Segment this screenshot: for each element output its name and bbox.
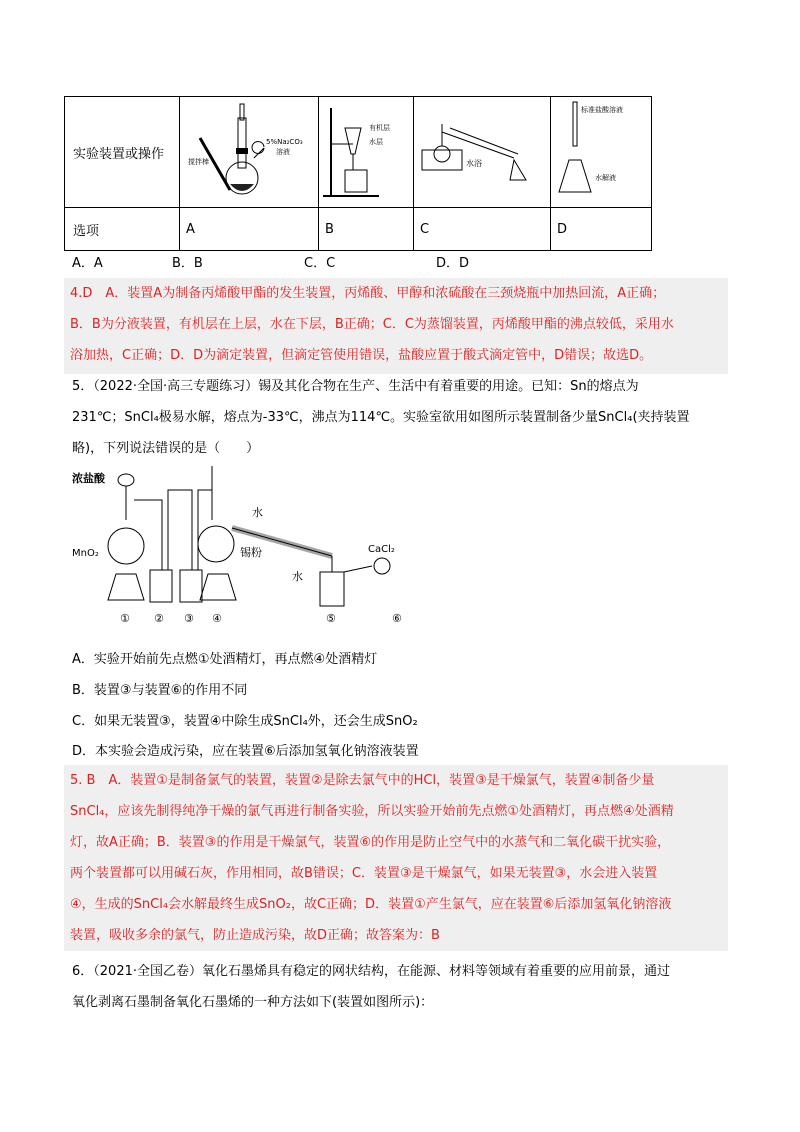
q5-choice-c: C．如果无装置③，装置④中除生成SnCl₄外，还会生成SnO₂ [72,714,418,729]
q5-choice-d: D．本实验会造成污染，应在装置⑥后添加氢氧化钠溶液装置 [72,744,419,759]
fig-d-titrant-label: 标准盐酸溶液 [581,106,623,114]
separatory-funnel-figure [319,98,413,206]
figure-d-cell [551,97,652,208]
label-2: ② [154,612,164,625]
answer-line: 4.D A．装置A为制备丙烯酸甲酯的发生装置，丙烯酸、甲醇和浓硫酸在三颈烧瓶中加热回流，A正确； [70,286,666,301]
answer-line: 5. B A．装置①是制备氯气的装置，装置②是除去氯气中的HCl，装置③是干燥氯气，装置④制备少量 [70,773,655,788]
apparatus-table [64,96,652,251]
option-b-cell: B [319,208,414,251]
question-line: 氧化剥离石墨制备氧化石墨烯的一种方法如下(装置如图所示)： [72,995,434,1010]
figure-b-cell [319,97,414,208]
question-line: 231℃；SnCl₄极易水解，熔点为-33℃，沸点为114℃。实验室欲用如图所示装置制备少量SnCl₄(夹持装置 [72,410,690,425]
titration-figure [551,98,651,206]
fig-a-solution-label: 溶液 [276,148,290,156]
fig-d-hydrolysate-label: 水解液 [595,174,616,182]
option-c-cell: C [414,208,551,251]
cacl2-label: CaCl₂ [368,544,395,555]
label-3: ③ [184,612,194,625]
label-4: ④ [212,612,222,625]
question-6 [72,956,732,1018]
tin-powder-label: 锡粉 [240,546,262,559]
water-out-label: 水 [292,570,303,583]
question-line: 6．（2021·全国乙卷）氧化石墨烯具有稳定的网状结构，在能源、材料等领域有着重要的应用前景，通过 [72,964,670,979]
answer-line: 装置，吸收多余的氯气，防止造成污染，故D正确；故答案为：B [70,928,440,943]
answer-5 [64,765,728,951]
answer-line: B．B为分液装置，有机层在上层，水在下层，B正确；C．C为蒸馏装置，丙烯酸甲酯的沸点较低，采用水 [70,317,674,332]
choice-b: B．B [172,256,203,271]
option-row-label: 选项 [65,208,180,251]
choice-d: D．D [436,256,470,271]
fig-a-stir-label: 搅拌棒 [188,158,209,166]
answer-line: SnCl₄，应该先制得纯净干燥的氯气再进行制备实验，所以实验开始前先点燃①处酒精灯，再点燃④处酒精 [70,804,674,819]
answer-line: 灯，故A正确；B．装置③的作用是干燥氯气，装置⑥的作用是防止空气中的水蒸气和二氧化碳干扰实验， [70,835,671,850]
reflux-apparatus-figure [180,98,318,206]
q5-choice-a: A．实验开始前先点燃①处酒精灯，再点燃④处酒精灯 [72,652,378,667]
hcl-label: 浓盐酸 [72,472,105,485]
question-5 [72,371,732,464]
question-line: 略)，下列说法错误的是（ ） [72,441,260,456]
label-5: ⑤ [326,612,336,625]
figure-a-cell [180,97,319,208]
answer-line: ④，生成的SnCl₄会水解最终生成SnO₂，故C正确；D．装置①产生氯气，应在装置⑥后添加氢氧化钠溶液 [70,897,672,912]
water-in-label: 水 [252,506,263,519]
answer-4 [64,278,728,374]
label-1: ① [120,612,130,625]
option-d-cell: D [551,208,652,251]
figure-c-cell [414,97,551,208]
fig-c-bath-label: 水浴 [466,159,482,168]
fig-b-organic-label: 有机层 [369,124,390,132]
option-a-cell: A [180,208,319,251]
fig-b-water-label: 水层 [369,138,383,146]
q5-choice-b: B．装置③与装置⑥的作用不同 [72,683,248,698]
mno2-label: MnO₂ [72,548,99,559]
fig-a-reagent-label: 5%Na₂CO₃ [266,138,303,146]
distillation-figure [414,98,550,206]
choice-a: A．A [72,256,103,271]
tin-chloride-apparatus-figure [72,460,432,630]
label-6: ⑥ [392,612,402,625]
row-label: 实验装置或操作 [65,97,180,208]
choice-c: C．C [304,256,336,271]
q4-choices [72,252,672,272]
answer-line: 两个装置都可以用碱石灰，作用相同，故B错误；C．装置③是干燥氯气，如果无装置③，水会进入装置 [70,866,658,881]
answer-line: 浴加热，C正确；D．D为滴定装置，但滴定管使用错误，盐酸应置于酸式滴定管中，D错误；故选D。 [70,348,653,363]
question-line: 5．（2022·全国·高三专题练习）锡及其化合物在生产、生活中有着重要的用途。已知：Sn的熔点为 [72,379,639,394]
